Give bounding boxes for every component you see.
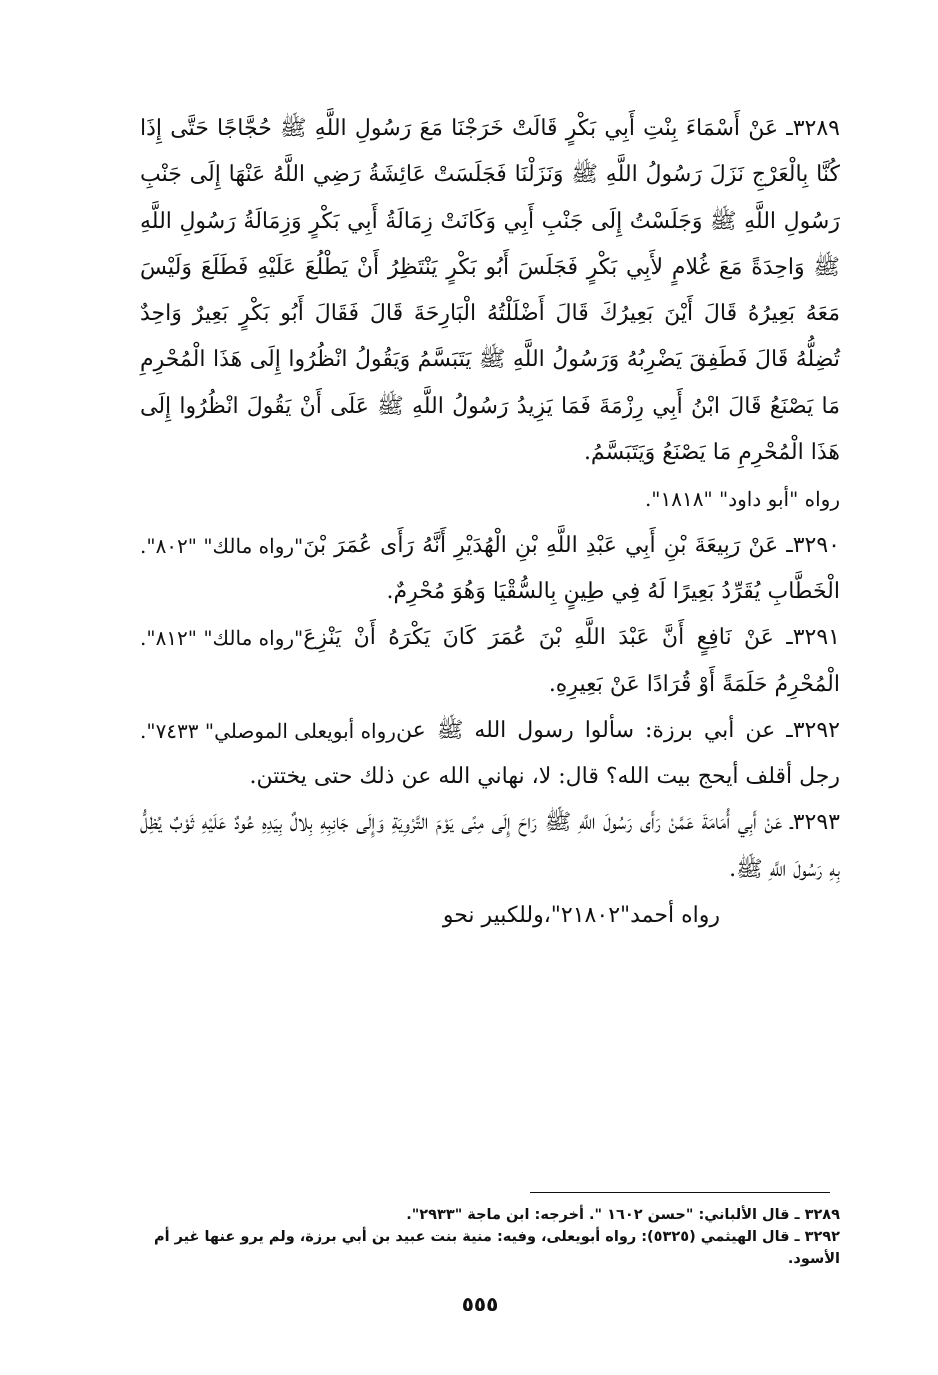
- hadith-3291: [140, 615, 840, 708]
- hadith-text: ٣٢٩٢ـ عن أبي برزة: سألوا رسول الله ﷺ عن رجل أقلف أيحج بيت الله؟ قال: لا، نهاني الله عن ذلك حتى يختتن.: [249, 717, 840, 790]
- hadith-source: رواه أحمد"٢١٨٠٢"،وللكبير نحو: [442, 903, 720, 929]
- hadith-source: "رواه مالك" "٨١٢".: [140, 626, 304, 651]
- hadith-text: ٣٢٩١ـ عَنْ نَافِعٍ أَنَّ عَبْدَ اللَّهِ بْنَ عُمَرَ كَانَ يَكْرَهُ أَنْ يَنْزِعَ الْمُحْرِمُ حَلَمَةً أَوْ قُرَادًا عَنْ بَعِيرِهِ.: [303, 625, 840, 697]
- hadith-text: ٣٢٨٩ـ عَنْ أَسْمَاءَ بِنْتِ أَبِي بَكْرٍ قَالَتْ خَرَجْنَا مَعَ رَسُولِ اللَّهِ ﷺ حُجَّاجًا حَتَّى إِذَا كُنَّا بِالْعَرْجِ نَزَلَ رَسُولُ اللَّهِ ﷺ وَنَزَلْنَا فَجَلَسَتْ عَائِشَةُ رَضِي اللَّهُ عَنْهَا إِلَى جَنْبِ رَسُولِ اللَّهِ ﷺ وَجَلَسْتُ إِلَى جَنْبِ أَبِي وَكَانَتْ زِمَالَةُ أَبِي بَكْرٍ وَزِمَالَةُ رَسُولِ اللَّهِ ﷺ وَاحِدَةً مَعَ غُلامٍ لأَبِي بَكْرٍ فَجَلَسَ أَبُو بَكْرٍ يَنْتَظِرُ أَنْ يَطْلُعَ عَلَيْهِ فَطَلَعَ وَلَيْسَ مَعَهُ بَعِيرُهُ قَالَ أَيْنَ بَعِيرُكَ قَالَ أَضْلَلْتُهُ الْبَارِحَةَ قَالَ فَقَالَ أَبُو بَكْرٍ بَعِيرٌ وَاحِدٌ تُضِلُّهُ قَالَ فَطَفِقَ يَضْرِبُهُ وَرَسُولُ اللَّهِ ﷺ يَتَبَسَّمُ وَيَقُولُ انْظُرُوا إِلَى هَذَا الْمُحْرِمِ مَا يَصْنَعُ قَالَ ابْنُ أَبِي رِزْمَةَ فَمَا يَزِيدُ رَسُولُ اللَّهِ ﷺ عَلَى أَنْ يَقُولَ انْظُرُوا إِلَى هَذَا الْمُحْرِمِ مَا يَصْنَعُ وَيَتَبَسَّمُ.: [140, 116, 840, 466]
- hadith-text: ٣٢٩٠ـ عَنْ رَبِيعَةَ بْنِ أَبِي عَبْدِ اللَّهِ بْنِ الْهُدَيْرِ أَنَّهُ رَأَى عُمَرَ بْنَ الْخَطَّابِ يُقَرِّدُ بَعِيرًا لَهُ فِي طِينٍ بِالسُّقْيَا وَهُوَ مُحْرِمٌ.: [303, 532, 840, 604]
- hadith-text: ٣٢٩٣ـ عَنْ أَبِي أُمَامَةَ عَمَّنْ رَأَى رَسُولَ اللَّهِ ﷺ رَاحَ إِلَى مِنًى يَوْمَ التَّرْوِيَةِ وَإِلَى جَانِبِهِ بِلالٌ بِيَدِهِ عُودٌ عَلَيْهِ ثَوْبٌ يُظِلُّ بِهِ رَسُولَ اللَّهِ ﷺ.: [140, 810, 840, 882]
- main-text: [140, 106, 840, 939]
- footnote-3292: ٣٢٩٢ ـ قال الهيثمي (٥٣٢٥): رواه أبويعلى، وفيه: منية بنت عبيد بن أبي برزة، ولم يرو عنها غير أم الأسود.: [153, 1229, 840, 1267]
- hadith-source: رواه أبويعلى الموصلي" ٧٤٣٣".: [140, 718, 396, 743]
- hadith-3293: [140, 800, 840, 893]
- hadith-3289: [140, 106, 840, 523]
- hadith-3290: [140, 523, 840, 616]
- hadith-3292: [140, 708, 840, 801]
- hadith-source: "رواه مالك" "٨٠٢".: [140, 533, 304, 558]
- hadith-source: رواه "أبو داود" "١٨١٨".: [644, 487, 840, 512]
- footnote-3289: ٣٢٨٩ ـ قال الألباني: "حسن ١٦٠٢ ". أخرجه: ابن ماجة "٢٩٣٣".: [406, 1207, 840, 1223]
- footnote-divider: [530, 1192, 830, 1193]
- footnotes: [150, 1204, 840, 1270]
- hadith-3293-source-line: [140, 893, 840, 939]
- page-number: ٥٥٥: [461, 1292, 499, 1316]
